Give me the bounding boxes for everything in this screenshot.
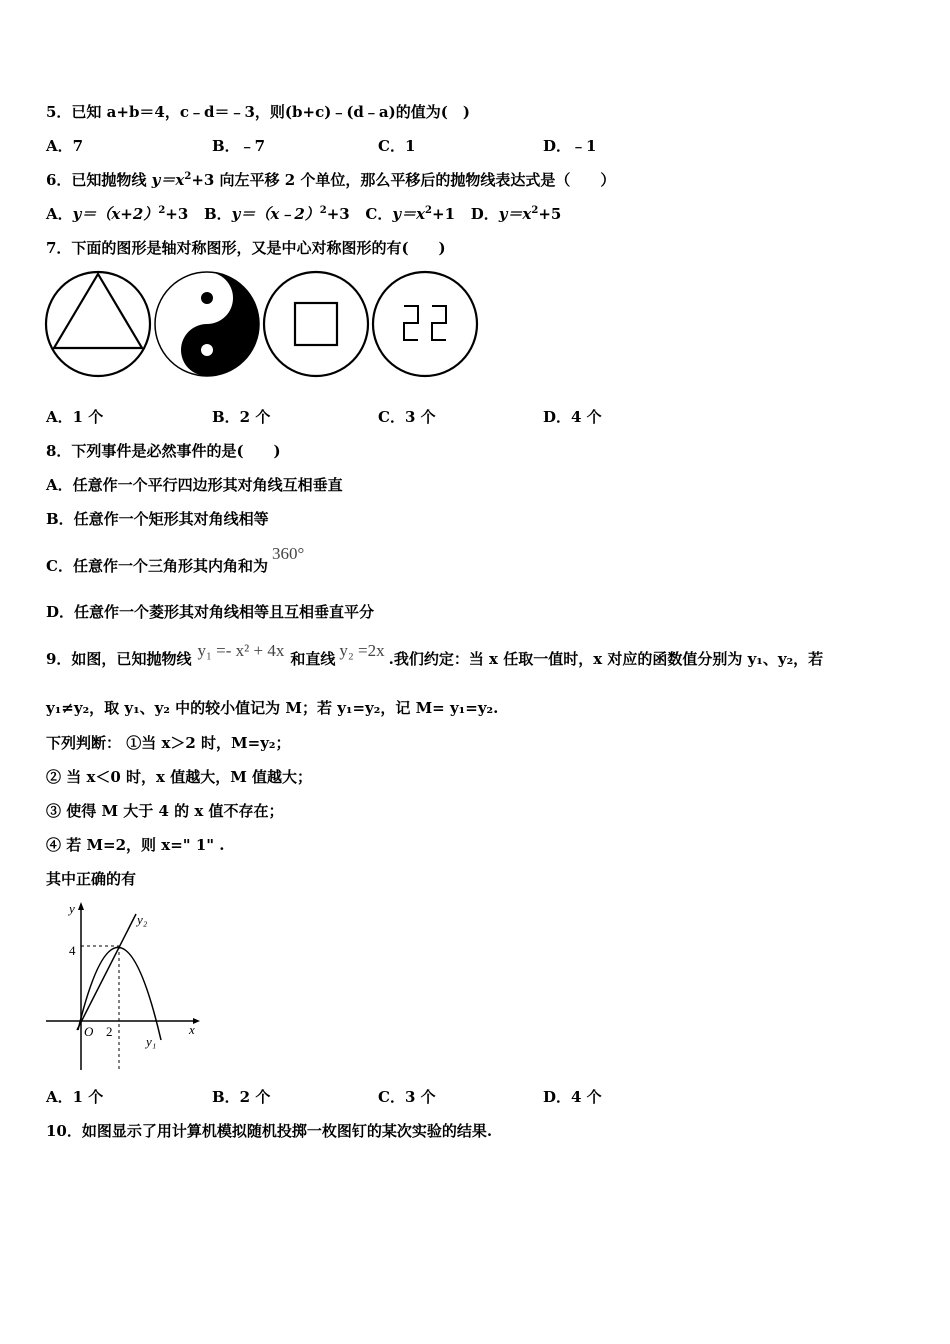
q5-option-c: C．1 [378, 137, 416, 155]
q5-stem: 5．已知 a+b＝4，c﹣d＝﹣3，则(b+c)﹣(d﹣a)的值为( ) [46, 103, 470, 121]
q10-stem: 10．如图显示了用计算机模拟随机投掷一枚图钉的某次实验的结果. [46, 1122, 493, 1140]
q7-option-b: B．2 个 [212, 408, 271, 426]
label-y2: y₂ [137, 912, 148, 927]
q9-option-c: C．3 个 [378, 1088, 436, 1106]
x-axis-label: x [189, 1022, 195, 1037]
q5-option-a: A．7 [46, 137, 84, 155]
q6-option-a: A．$y=(x+2)^2+3$ [46, 205, 189, 223]
q7-option-d: D．4 个 [543, 408, 602, 426]
y-axis-label: y [69, 901, 75, 916]
q6-stem: 6．已知抛物线 $y=x^2+3$ 向左平移 2 个单位，那么平移后的抛物线表达式是（ ） [46, 171, 616, 189]
q9-line-2: y₁≠y₂，取 y₁、y₂ 中的较小值记为 M；若 y₁=y₂，记 M= y₁=y₂. [46, 699, 499, 717]
q8-option-a: A．任意作一个平行四边形其对角线互相垂直 [46, 476, 343, 494]
q8-option-d: D．任意作一个菱形其对角线相等且互相垂直平分 [46, 603, 375, 621]
label-y1: y₁ [146, 1034, 157, 1049]
q6-options [46, 204, 561, 224]
q6-option-b: B．y＝（x﹣2）$^2$+3 [203, 205, 350, 223]
q8-option-c: C．任意作一个三角形其内角和为360° [46, 544, 305, 575]
q9-option-b: B．2 个 [212, 1088, 271, 1106]
circle-triangle-figure [46, 272, 150, 376]
angle-360: 360° [271, 544, 305, 563]
equation-y1: y₁ =- x² + 4x [197, 641, 285, 660]
circle-pattern-figure [373, 272, 477, 376]
circle-square-figure [264, 272, 368, 376]
q9-graph [44, 900, 204, 1075]
q5-option-d: D．﹣1 [543, 137, 597, 155]
origin-label: O [84, 1024, 94, 1039]
q9-option-d: D．4 个 [543, 1088, 602, 1106]
q9-option-a: A．1 个 [46, 1088, 104, 1106]
q8-option-b: B．任意作一个矩形其对角线相等 [46, 510, 269, 528]
q7-option-c: C．3 个 [378, 408, 436, 426]
q7-option-a: A．1 个 [46, 408, 104, 426]
q6-option-c: C．$y=x^2+1$ [365, 205, 456, 223]
q9-stem: 9．如图，已知抛物线 y₁ =- x² + 4x 和直线 y₂ =2x .我们约定：当 x 任取一值时，x 对应的函数值分别为 y₁、y₂，若 [46, 641, 824, 668]
q6-option-d: D．$y=x^2+5$ [470, 205, 562, 223]
tick-y-4: 4 [69, 943, 76, 958]
tick-x-2: 2 [106, 1024, 113, 1039]
q5-option-b: B．﹣7 [212, 137, 266, 155]
q8-stem: 8．下列事件是必然事件的是( ) [46, 442, 281, 460]
q7-figures [44, 268, 482, 380]
equation-y2: y₂ =2x [339, 641, 385, 660]
q9-line-4: ② 当 x＜0 时，x 值越大，M 值越大； [46, 768, 313, 786]
q7-stem: 7．下面的图形是轴对称图形，又是中心对称图形的有( ) [46, 239, 446, 257]
q9-line-3: 下列判断： ①当 x＞2 时，M=y₂； [46, 734, 291, 752]
q9-line-7: 其中正确的有 [46, 870, 137, 888]
line-y2 [77, 914, 136, 1030]
q9-line-6: ④ 若 M=2，则 x=" 1" . [46, 836, 225, 854]
yin-yang-figure [155, 272, 259, 376]
q9-line-5: ③ 使得 M 大于 4 的 x 值不存在； [46, 802, 284, 820]
